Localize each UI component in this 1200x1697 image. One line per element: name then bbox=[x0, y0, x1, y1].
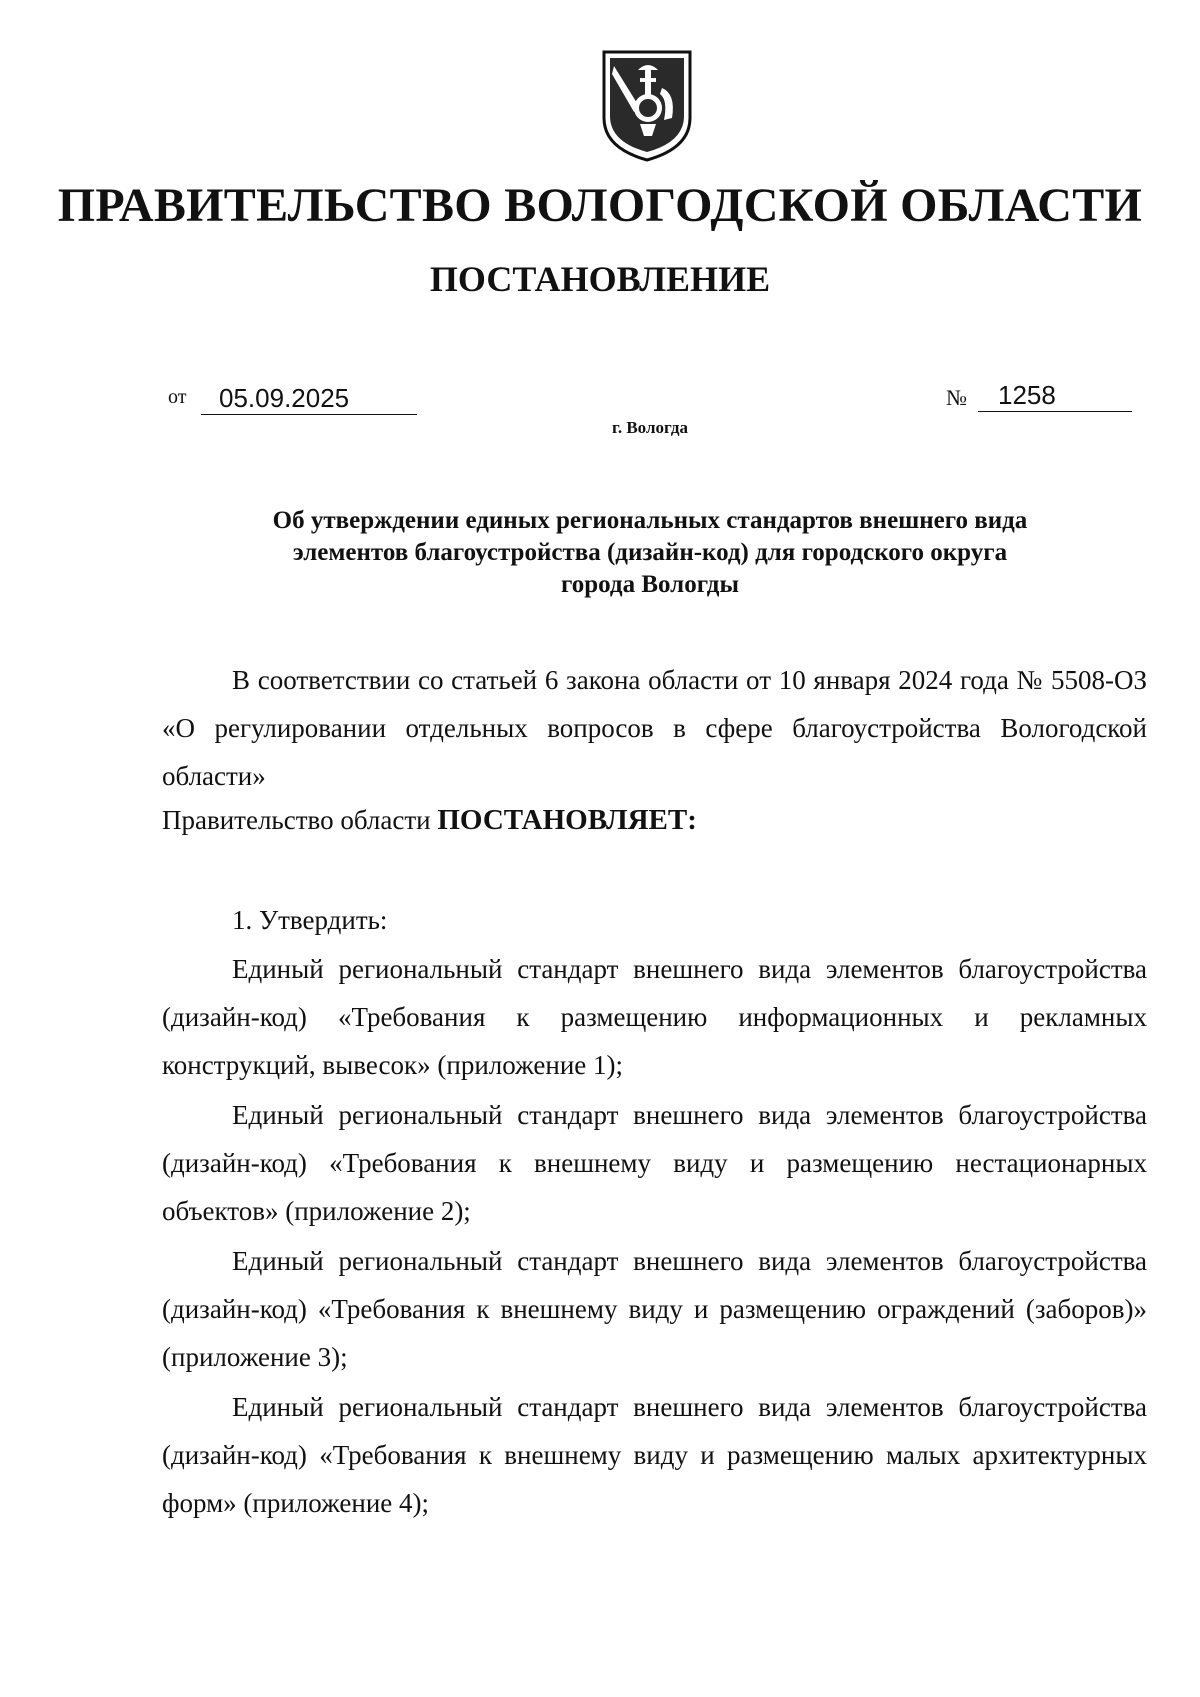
document-type: ПОСТАНОВЛЕНИЕ bbox=[429, 259, 771, 299]
document-date: 05.09.2025 bbox=[201, 383, 417, 415]
subject-line: Об утверждении единых региональных стандартов внешнего вида bbox=[272, 507, 1028, 534]
date-prefix: от bbox=[168, 386, 187, 408]
preamble-text: В соответствии со статьей 6 закона области от 10 января 2024 года № 5508-ОЗ «О регулировании отдельных вопросов в сфере благоустройства Вологодской области» bbox=[162, 665, 1147, 791]
decree-prefix: Правительство области bbox=[162, 805, 431, 835]
preamble bbox=[162, 656, 1147, 800]
document-subject bbox=[150, 505, 1150, 601]
coat-of-arms-icon bbox=[600, 48, 694, 164]
approved-standards-list bbox=[162, 945, 1147, 1529]
city: г. Вологда bbox=[612, 418, 688, 437]
list-item: Единый региональный стандарт внешнего вида элементов благоустройства (дизайн-код) «Требования к внешнему виду и размещению малых архитектурных форм» (приложение 4); bbox=[162, 1392, 1147, 1518]
subject-line: элементов благоустройства (дизайн-код) для городского округа bbox=[292, 539, 1008, 566]
subject-line: города Вологды bbox=[561, 571, 739, 598]
list-item: Единый региональный стандарт внешнего вида элементов благоустройства (дизайн-код) «Требования к внешнему виду и размещению нестационарных объектов» (приложение 2); bbox=[162, 1100, 1147, 1226]
list-item: Единый региональный стандарт внешнего вида элементов благоустройства (дизайн-код) «Требования к внешнему виду и размещению ограждений (заборов)» (приложение 3); bbox=[162, 1246, 1147, 1372]
organization-title: ПРАВИТЕЛЬСТВО ВОЛОГОДСКОЙ ОБЛАСТИ bbox=[57, 179, 1143, 232]
decree-line bbox=[162, 804, 697, 837]
number-prefix: № bbox=[946, 385, 967, 410]
decree-verb: ПОСТАНОВЛЯЕТ: bbox=[437, 804, 697, 836]
document-number: 1258 bbox=[978, 380, 1132, 412]
list-item: Единый региональный стандарт внешнего вида элементов благоустройства (дизайн-код) «Требования к размещению информационных и рекламных конструкций, вывесок» (приложение 1); bbox=[162, 954, 1147, 1080]
point-1-heading: 1. Утвердить: bbox=[232, 905, 388, 935]
